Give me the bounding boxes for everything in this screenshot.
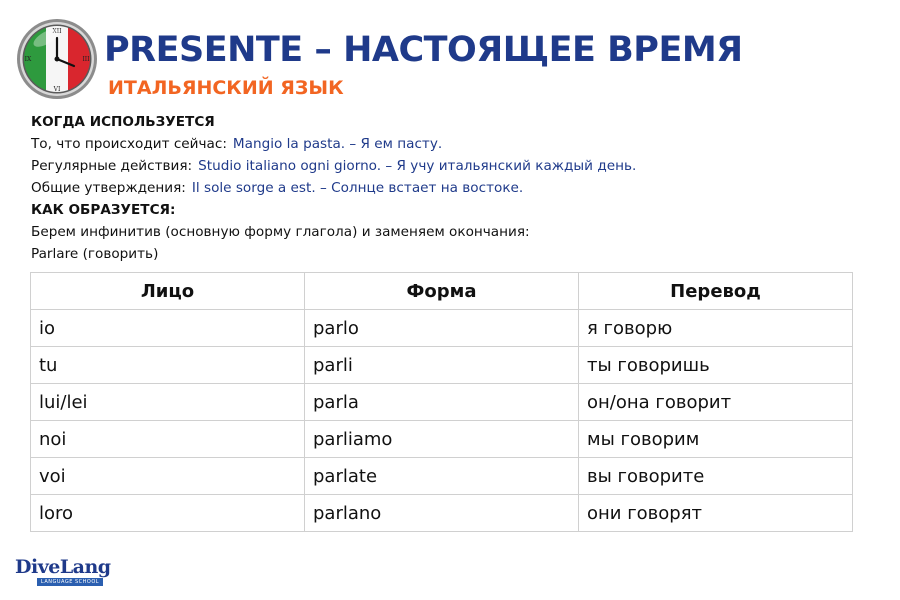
usage-item (31, 177, 881, 199)
usage-heading: КОГДА ИСПОЛЬЗУЕТСЯ (31, 114, 215, 130)
logo-name: DiveLang (15, 556, 111, 578)
cell-form: parlate (305, 458, 579, 495)
table-row (31, 347, 853, 384)
cell-person: io (31, 310, 305, 347)
column-header-form: Форма (305, 273, 579, 310)
column-header-person: Лицо (31, 273, 305, 310)
cell-person: voi (31, 458, 305, 495)
cell-form: parla (305, 384, 579, 421)
table-row (31, 458, 853, 495)
cell-form: parliamo (305, 421, 579, 458)
cell-translation: я говорю (579, 310, 853, 347)
svg-text:III: III (82, 56, 90, 63)
cell-translation: ты говоришь (579, 347, 853, 384)
info-section (31, 111, 881, 265)
usage-item (31, 155, 881, 177)
cell-person: lui/lei (31, 384, 305, 421)
svg-text:IX: IX (24, 56, 32, 63)
cell-translation: они говорят (579, 495, 853, 532)
page-title: PRESENTE – НАСТОЯЩЕЕ ВРЕМЯ (104, 30, 743, 70)
formation-text: Берем инфинитив (основную форму глагола) и заменяем окончания: (31, 224, 530, 240)
cell-translation: мы говорим (579, 421, 853, 458)
cell-translation: вы говорите (579, 458, 853, 495)
table-row (31, 310, 853, 347)
cell-form: parlo (305, 310, 579, 347)
usage-label: То, что происходит сейчас: (31, 136, 227, 152)
page-subtitle: ИТАЛЬЯНСКИЙ ЯЗЫК (108, 77, 344, 99)
logo-tagline: LANGUAGE SCHOOL (37, 578, 103, 586)
usage-example: Il sole sorge a est. – Солнце встает на востоке. (191, 180, 524, 196)
svg-text:XII: XII (52, 28, 62, 35)
usage-item (31, 133, 881, 155)
formation-heading: КАК ОБРАЗУЕТСЯ: (31, 202, 176, 218)
cell-form: parlano (305, 495, 579, 532)
table-row (31, 421, 853, 458)
usage-label: Общие утверждения: (31, 180, 186, 196)
clock-icon (16, 18, 98, 100)
table-row (31, 495, 853, 532)
cell-form: parli (305, 347, 579, 384)
divelang-logo (15, 556, 111, 588)
cell-translation: он/она говорит (579, 384, 853, 421)
svg-text:VI: VI (53, 86, 61, 93)
cell-person: noi (31, 421, 305, 458)
usage-example: Mangio la pasta. – Я ем пасту. (232, 136, 443, 152)
cell-person: loro (31, 495, 305, 532)
formation-verb: Parlare (говорить) (31, 246, 159, 262)
conjugation-table (30, 272, 853, 532)
table-header-row (31, 273, 853, 310)
table-row (31, 384, 853, 421)
column-header-translation: Перевод (579, 273, 853, 310)
usage-label: Регулярные действия: (31, 158, 193, 174)
usage-example: Studio italiano ogni giorno. – Я учу итальянский каждый день. (198, 158, 637, 174)
cell-person: tu (31, 347, 305, 384)
